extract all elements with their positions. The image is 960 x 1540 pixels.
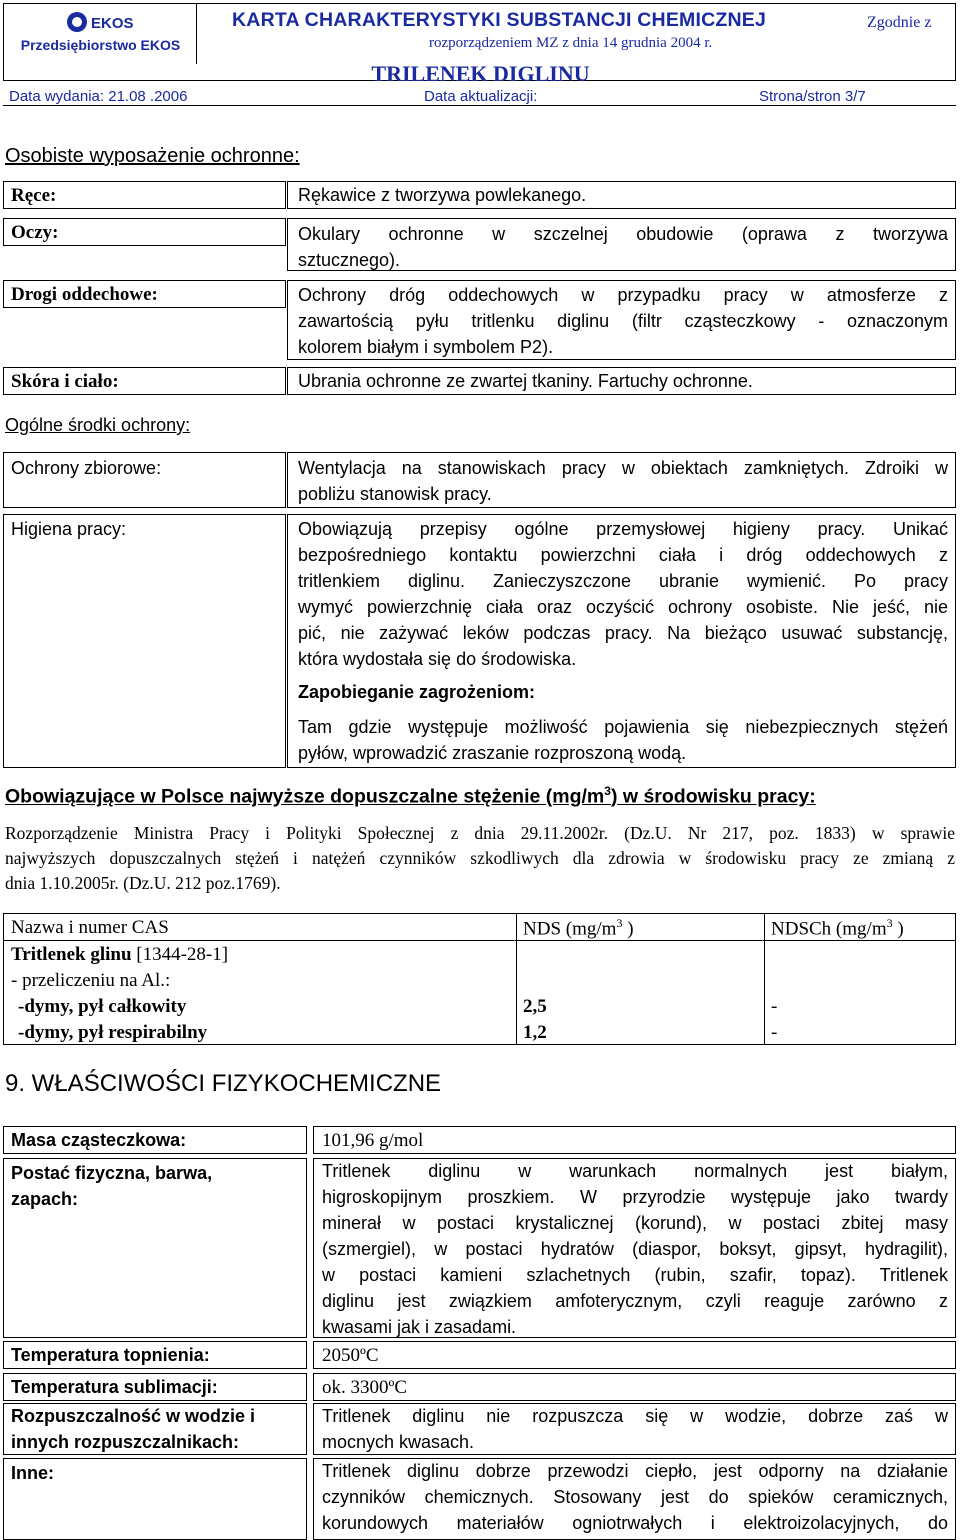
sublimation-value-cell [313, 1373, 956, 1401]
text-line: Rozporządzenie Ministra Pracy i Polityki Społecznej z dnia 29.11.2002r. (Dz.U. Nr 217, poz. 1833) w sprawie [5, 823, 955, 843]
issue-date: Data wydania: 21.08 .2006 [9, 88, 188, 105]
ekos-logo [64, 8, 140, 36]
eyes-label: Oczy: [11, 222, 59, 243]
other-label: Inne: [11, 1463, 54, 1483]
limits-heading: Obowiązujące w Polsce najwyższe dopuszczalne stężenie $(mg/m^3)$ w środowisku pracy: [5, 784, 816, 808]
text-line: sztucznego). [298, 250, 401, 270]
text-line: Tritlenek diglinu nie rozpuszcza się w wodzie, dobrze zaś w [322, 1406, 948, 1426]
hygiene-label: Higiena pracy: [11, 519, 127, 539]
section9-heading: 9. WŁAŚCIWOŚCI FIZYKOCHEMICZNE [5, 1070, 442, 1097]
text-line: tritlenkiem diglinu. Zanieczyszczone ubranie wymienić. Po pracy [298, 571, 948, 591]
col-name-header: Nazwa i numer CAS [11, 917, 169, 938]
table-body-cell [764, 940, 956, 1045]
text-line: Ochrony dróg oddechowych w przypadku pracy w atmosferze z [298, 285, 948, 305]
table-row-name: -dymy, pył respirabilny [18, 1022, 208, 1043]
col-nds-header: NDS ($mg/m^3$ ) [523, 916, 634, 940]
hygiene-label-cell [3, 514, 286, 768]
molar-value: 101,96 g/mol [322, 1130, 424, 1151]
form-label [11, 1160, 301, 1212]
text-line: Tritlenek diglinu w warunkach normalnych jest białym, [322, 1161, 948, 1181]
compliance-text: rozporządzeniem MZ z dnia 14 grudnia 2004 r. [429, 35, 713, 51]
text-line: korundowych materiałów ogniotrwałych i elektroizolacyjnych, do [322, 1513, 948, 1533]
text-line: higroskopijnym proszkiem. W przyrodzie występuje jako twardy [322, 1187, 948, 1207]
melting-value-cell [313, 1341, 956, 1369]
solubility-label [11, 1403, 301, 1455]
document-header [3, 3, 956, 86]
text-line: minerał w postaci krystalicznej (korund), w postaci zbitej masy [322, 1213, 948, 1233]
text-line: innych rozpuszczalnikach: [11, 1432, 240, 1452]
hygiene-text [298, 516, 948, 672]
text-line: (szmergiel), w postaci hydratów (diaspor, boksyt, gipsyt, hydragilit), [322, 1239, 948, 1259]
table-row-nds: 1,2 [523, 1022, 547, 1043]
text-line: wymyć powierzchnię ciała oraz oczyścić ochrony osobiste. Nie jeść, nie [298, 597, 948, 617]
text-line: Tritlenek diglinu dobrze przewodzi ciepło, jest odporny na działanie [322, 1461, 948, 1481]
text-line: najwyższych dopuszczalnych stężeń i natężeń czynników szkodliwych dla zdrowia w środowisku pracy ze zmianą z [5, 848, 955, 868]
text-line: pić, nie zażywać leków podczas pracy. Na bieżąco usuwać substancję, [298, 623, 948, 643]
solubility-text [322, 1403, 948, 1455]
page-number: Strona/stron 3/7 [759, 88, 866, 105]
text-line: zapach: [11, 1189, 79, 1209]
logo-text: EKOS [91, 15, 134, 32]
skin-text: Ubrania ochronne ze zwartej tkaniny. Fartuchy ochronne. [298, 371, 753, 391]
text-line: w postaci kamieni szlachetnych (rubin, szafir, topaz). Tritlenek [322, 1265, 948, 1285]
resp-label: Drogi oddechowe: [11, 284, 158, 305]
form-text [322, 1158, 948, 1340]
other-text [322, 1458, 948, 1536]
substance-name: Tritlenek glinu [1344-28-1] [11, 944, 229, 965]
text-line: zawartością pyłu tritlenku diglinu (filtr cząsteczkowy - oznaczonym [298, 311, 948, 331]
text-line: mocnych kwasach. [322, 1432, 475, 1452]
collective-text [298, 455, 948, 507]
resp-text [298, 282, 948, 360]
text-line: Wentylacja na stanowiskach pracy w obiektach zamkniętych. Zdroiki w [298, 458, 948, 478]
hands-label: Ręce: [11, 185, 57, 206]
melting-value: 2050ºC [322, 1345, 379, 1366]
text-line: diglinu jest związkiem amfoterycznym, czyli reaguje zarówno z [322, 1291, 948, 1311]
text-line: pyłów, wprowadzić zraszanie rozproszoną wodą. [298, 743, 687, 763]
text-line: Obowiązują przepisy ogólne przemysłowej higieny pracy. Unikać [298, 519, 948, 539]
update-date: Data aktualizacji: [424, 88, 538, 105]
text-line: dnia 1.10.2005r. (Dz.U. 212 poz.1769). [5, 873, 281, 893]
document-title: KARTA CHARAKTERYSTYKI SUBSTANCJI CHEMICZNEJ [232, 9, 767, 31]
sublimation-value: ok. 3300ºC [322, 1377, 408, 1398]
regulation-text [5, 821, 955, 896]
collective-label: Ochrony zbiorowe: [11, 458, 162, 478]
prevention-heading: Zapobieganie zagrożeniom: [298, 682, 536, 702]
text-line: Tam gdzie występuje możliwość pojawienia się niebezpiecznych stężeń [298, 717, 948, 737]
header-dates-bar [3, 84, 956, 106]
ppe-heading: Osobiste wyposażenie ochronne: [5, 145, 300, 167]
header-company-cell [4, 4, 197, 64]
text-line: kwasami jak i zasadami. [322, 1317, 517, 1337]
text-line: Rozpuszczalność w wodzie i [11, 1406, 256, 1426]
melting-label: Temperatura topnienia: [11, 1345, 210, 1365]
text-line: Postać fizyczna, barwa, [11, 1163, 213, 1183]
company-name: Przedsiębiorstwo EKOS [20, 37, 181, 53]
product-name: TRILENEK DIGLINU [371, 61, 590, 86]
table-row-nds: 2,5 [523, 996, 547, 1017]
prevention-text [298, 714, 948, 766]
eyes-text [298, 221, 948, 273]
text-line: czynników chemicznych. Stosowany jest do spieków ceramicznych, [322, 1487, 948, 1507]
compliance-prefix: Zgodnie z [867, 14, 932, 31]
text-line: bezpośredniego kontaktu powierzchni ciała i dróg oddechowych z [298, 545, 948, 565]
col-ndsch-header: NDSCh ($mg/m^3$ ) [771, 916, 904, 940]
skin-label: Skóra i ciało: [11, 371, 119, 392]
substance-note: - przeliczeniu na Al.: [11, 970, 171, 991]
table-row-name: -dymy, pył całkowity [18, 996, 187, 1017]
table-row-ndsch: - [771, 1022, 778, 1043]
text-line: Okulary ochronne w szczelnej obudowie (oprawa z tworzywa [298, 224, 948, 244]
text-line: kolorem białym i symbolem P2). [298, 337, 554, 357]
hands-text: Rękawice z tworzywa powlekanego. [298, 185, 587, 205]
sublimation-label: Temperatura sublimacji: [11, 1377, 218, 1397]
text-line: która wydostała się do środowiska. [298, 649, 577, 669]
table-body-cell [516, 940, 765, 1045]
general-heading: Ogólne środki ochrony: [5, 415, 191, 435]
table-row-ndsch: - [771, 996, 778, 1017]
molar-label: Masa cząsteczkowa: [11, 1130, 187, 1150]
text-line: pobliżu stanowisk pracy. [298, 484, 492, 504]
